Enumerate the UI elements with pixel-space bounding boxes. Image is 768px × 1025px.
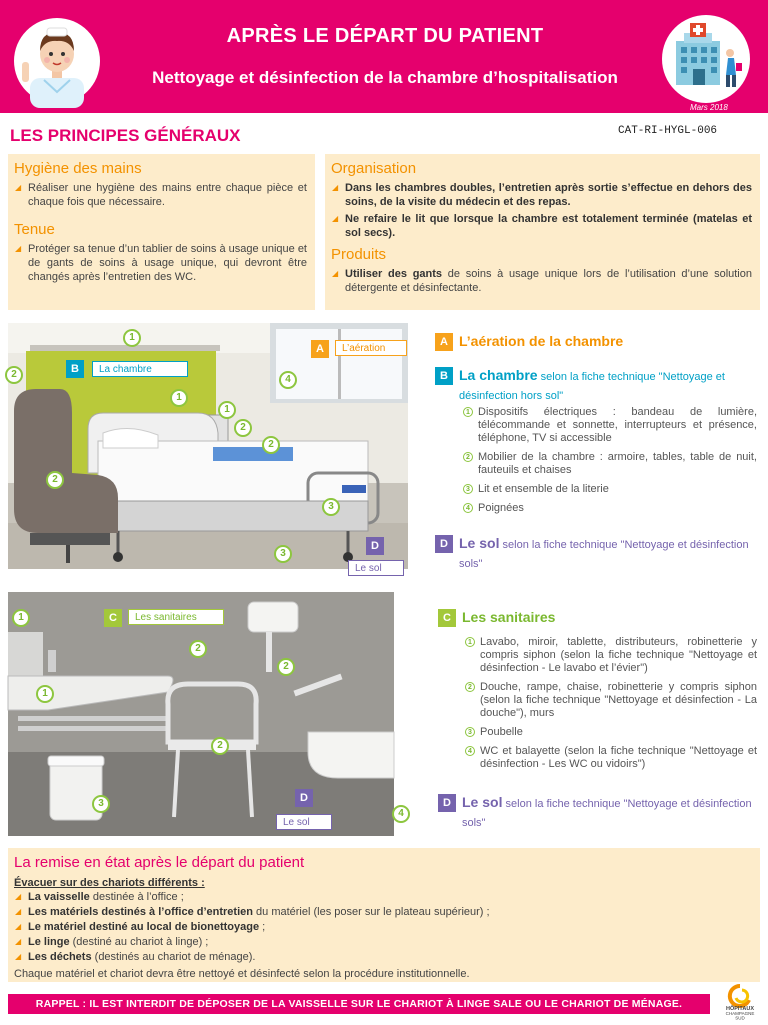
sol-title bbox=[459, 535, 757, 573]
list-item bbox=[464, 636, 757, 675]
marker-1: 1 bbox=[123, 329, 141, 347]
organisation-item: ◢ Dans les chambres doubles, l’entretien après sortie s’effectue en dehors des soins, de la visite du médecin et des repas. bbox=[331, 181, 752, 209]
sol-subtitle: selon la fiche technique "Nettoyage et désinfection sols" bbox=[462, 798, 752, 829]
item-bold: Les matériels destinés à l’office d’entretien bbox=[28, 906, 253, 918]
aeration-title: L’aération de la chambre bbox=[459, 333, 624, 349]
item-number: 4 bbox=[465, 746, 475, 756]
document-date: Mars 2018 bbox=[690, 103, 728, 112]
list-item bbox=[14, 935, 754, 949]
section-title-principes: LES PRINCIPES GÉNÉRAUX bbox=[10, 126, 241, 145]
list-item bbox=[14, 950, 754, 964]
produits-text bbox=[331, 267, 752, 295]
marker-3: 3 bbox=[274, 545, 292, 563]
list-item bbox=[14, 905, 754, 919]
box-organisation-produits bbox=[325, 154, 760, 310]
item-text: ; bbox=[259, 921, 266, 933]
label-les-sanitaires: Les sanitaires bbox=[128, 609, 224, 625]
item-bold: Le matériel destiné au local de bionettoyage bbox=[28, 921, 260, 933]
item-number: 2 bbox=[465, 682, 475, 692]
tag-d: D bbox=[438, 794, 456, 812]
chambre-subtitle: selon la fiche technique "Nettoyage et désinfection hors sol" bbox=[459, 371, 725, 402]
heading-chambre bbox=[435, 367, 757, 405]
remise-title: La remise en état après le départ du patient bbox=[14, 854, 305, 871]
sol-title-text: Le sol bbox=[462, 794, 503, 810]
marker-2: 2 bbox=[46, 471, 64, 489]
tenue-text: ◢ Protéger sa tenue d’un tablier de soins à usage unique et de gants de soins à usage unique, qui devront être changés après l’entretien des WC. bbox=[14, 242, 307, 284]
marker-2: 2 bbox=[262, 436, 280, 454]
marker-1: 1 bbox=[12, 609, 30, 627]
logo-line3: SUD bbox=[735, 1015, 745, 1021]
item-text: Lit et ensemble de la literie bbox=[478, 483, 609, 495]
item-text: Douche, rampe, chaise, robinetterie y compris siphon (selon la fiche technique "Nettoyage et désinfection - La douche"), murs bbox=[480, 681, 757, 719]
label-la-chambre: La chambre bbox=[92, 361, 188, 377]
produits-rest: de soins à usage unique lors de l’utilisation d’une solution détergente et désinfectante. bbox=[345, 268, 752, 294]
tag-a: A bbox=[311, 340, 329, 358]
item-number: 1 bbox=[465, 637, 475, 647]
label-le-sol: Le sol bbox=[348, 560, 404, 576]
list-item bbox=[462, 483, 757, 496]
produits-heading: Produits bbox=[331, 246, 387, 263]
logo-line2: CHAMPAGNE bbox=[725, 1011, 755, 1016]
marker-1: 1 bbox=[170, 389, 188, 407]
marker-2: 2 bbox=[189, 640, 207, 658]
chambre-title bbox=[459, 367, 757, 405]
remise-closing: Chaque matériel et chariot devra être nettoyé et désinfecté selon la procédure institutionnelle. bbox=[14, 968, 470, 980]
sol-title-text: Le sol bbox=[459, 535, 500, 551]
item-number: 2 bbox=[463, 452, 473, 462]
list-item bbox=[464, 681, 757, 720]
label-aeration: L’aération bbox=[335, 340, 407, 356]
sanitaires-title: Les sanitaires bbox=[462, 609, 556, 625]
hygiene-text: ◢ Réaliser une hygiène des mains entre chaque pièce et chaque fois que nécessaire. bbox=[14, 181, 307, 209]
hospital-icon bbox=[662, 15, 750, 103]
tag-a: A bbox=[435, 333, 453, 351]
item-bold: Les déchets bbox=[28, 951, 92, 963]
heading-sol-chambre bbox=[435, 535, 757, 573]
tag-d: D bbox=[295, 789, 313, 807]
sol-title bbox=[462, 794, 758, 832]
marker-2: 2 bbox=[211, 737, 229, 755]
marker-3: 3 bbox=[92, 795, 110, 813]
box-hygiene-tenue bbox=[8, 154, 315, 310]
produits-bold: Utiliser des gants bbox=[345, 268, 443, 280]
chambre-title-text: La chambre bbox=[459, 367, 538, 383]
label-le-sol: Le sol bbox=[276, 814, 332, 830]
chambre-items bbox=[462, 406, 757, 521]
list-item bbox=[14, 890, 754, 904]
item-number: 4 bbox=[463, 503, 473, 513]
tag-b: B bbox=[435, 367, 453, 385]
list-item bbox=[14, 920, 754, 934]
box-remise-en-etat bbox=[8, 848, 760, 982]
item-text: du matériel (les poser sur le plateau supérieur) ; bbox=[252, 906, 490, 918]
sanitaires-items bbox=[464, 636, 757, 777]
list-item bbox=[462, 406, 757, 445]
heading-aeration bbox=[435, 333, 623, 351]
tag-c: C bbox=[438, 609, 456, 627]
item-number: 1 bbox=[463, 407, 473, 417]
item-text: Poubelle bbox=[480, 726, 523, 738]
list-item bbox=[464, 745, 757, 771]
header-banner bbox=[0, 0, 768, 113]
tag-d: D bbox=[435, 535, 453, 553]
item-text: destinée à l’office ; bbox=[89, 891, 184, 903]
item-bold: La vaisselle bbox=[28, 891, 90, 903]
item-number: 3 bbox=[463, 484, 473, 494]
organisation-heading: Organisation bbox=[331, 160, 417, 177]
marker-2: 2 bbox=[234, 419, 252, 437]
nurse-avatar bbox=[14, 18, 100, 104]
logo-line1: HÔPITAUX bbox=[725, 1006, 755, 1012]
document-reference: CAT-RI-HYGL-006 bbox=[618, 125, 718, 137]
sol-subtitle: selon la fiche technique "Nettoyage et désinfection sols" bbox=[459, 539, 749, 570]
marker-2: 2 bbox=[5, 366, 23, 384]
tag-d: D bbox=[366, 537, 384, 555]
item-text: Mobilier de la chambre : armoire, tables, table de nuit, fauteuils et chaises bbox=[478, 451, 757, 476]
item-bold: Le linge bbox=[28, 936, 70, 948]
evacuer-label: Évacuer sur des chariots différents : bbox=[14, 877, 205, 889]
item-text: (destinés au chariot de ménage). bbox=[91, 951, 256, 963]
page-subtitle: Nettoyage et désinfection de la chambre d’hospitalisation bbox=[152, 68, 618, 87]
sanitaires-photo bbox=[8, 592, 404, 836]
rappel-banner: RAPPEL : IL EST INTERDIT DE DÉPOSER DE LA VAISSELLE SUR LE CHARIOT À LINGE SALE OU LE CHARIOT DE MÉNAGE. bbox=[8, 994, 710, 1014]
list-item bbox=[462, 502, 757, 515]
item-text: WC et balayette (selon la fiche technique "Nettoyage et désinfection - Les WC ou vidoirs") bbox=[480, 745, 757, 770]
marker-3: 3 bbox=[322, 498, 340, 516]
item-number: 3 bbox=[465, 727, 475, 737]
tag-b: B bbox=[66, 360, 84, 378]
list-item bbox=[464, 726, 757, 739]
marker-4: 4 bbox=[279, 371, 297, 389]
tag-c: C bbox=[104, 609, 122, 627]
organisation-item: ◢ Ne refaire le lit que lorsque la chambre est totalement terminée (matelas et sol secs). bbox=[331, 212, 752, 240]
tenue-heading: Tenue bbox=[14, 221, 55, 238]
hygiene-heading: Hygiène des mains bbox=[14, 160, 142, 177]
heading-sol-sanitaires bbox=[438, 794, 758, 832]
item-text: Dispositifs électriques : bandeau de lumière, télécommande et sonnette, interrupteurs et présence, téléphone, TV si accessible bbox=[478, 406, 757, 444]
item-text: Lavabo, miroir, tablette, distributeurs, robinetterie y compris siphon (selon la fiche technique "Nettoyage et désinfection - Le lavabo et l’évier") bbox=[480, 636, 757, 674]
hopitaux-champagne-sud-logo bbox=[720, 984, 760, 1020]
item-text: Poignées bbox=[478, 502, 524, 514]
page-title: APRÈS LE DÉPART DU PATIENT bbox=[226, 25, 544, 47]
heading-sanitaires bbox=[438, 609, 555, 627]
marker-1: 1 bbox=[36, 685, 54, 703]
marker-2: 2 bbox=[277, 658, 295, 676]
chambre-photo bbox=[8, 323, 408, 574]
marker-4: 4 bbox=[392, 805, 410, 823]
marker-1: 1 bbox=[218, 401, 236, 419]
bathroom-illustration bbox=[8, 592, 394, 836]
item-text: (destiné au chariot à linge) ; bbox=[69, 936, 209, 948]
list-item bbox=[462, 451, 757, 477]
